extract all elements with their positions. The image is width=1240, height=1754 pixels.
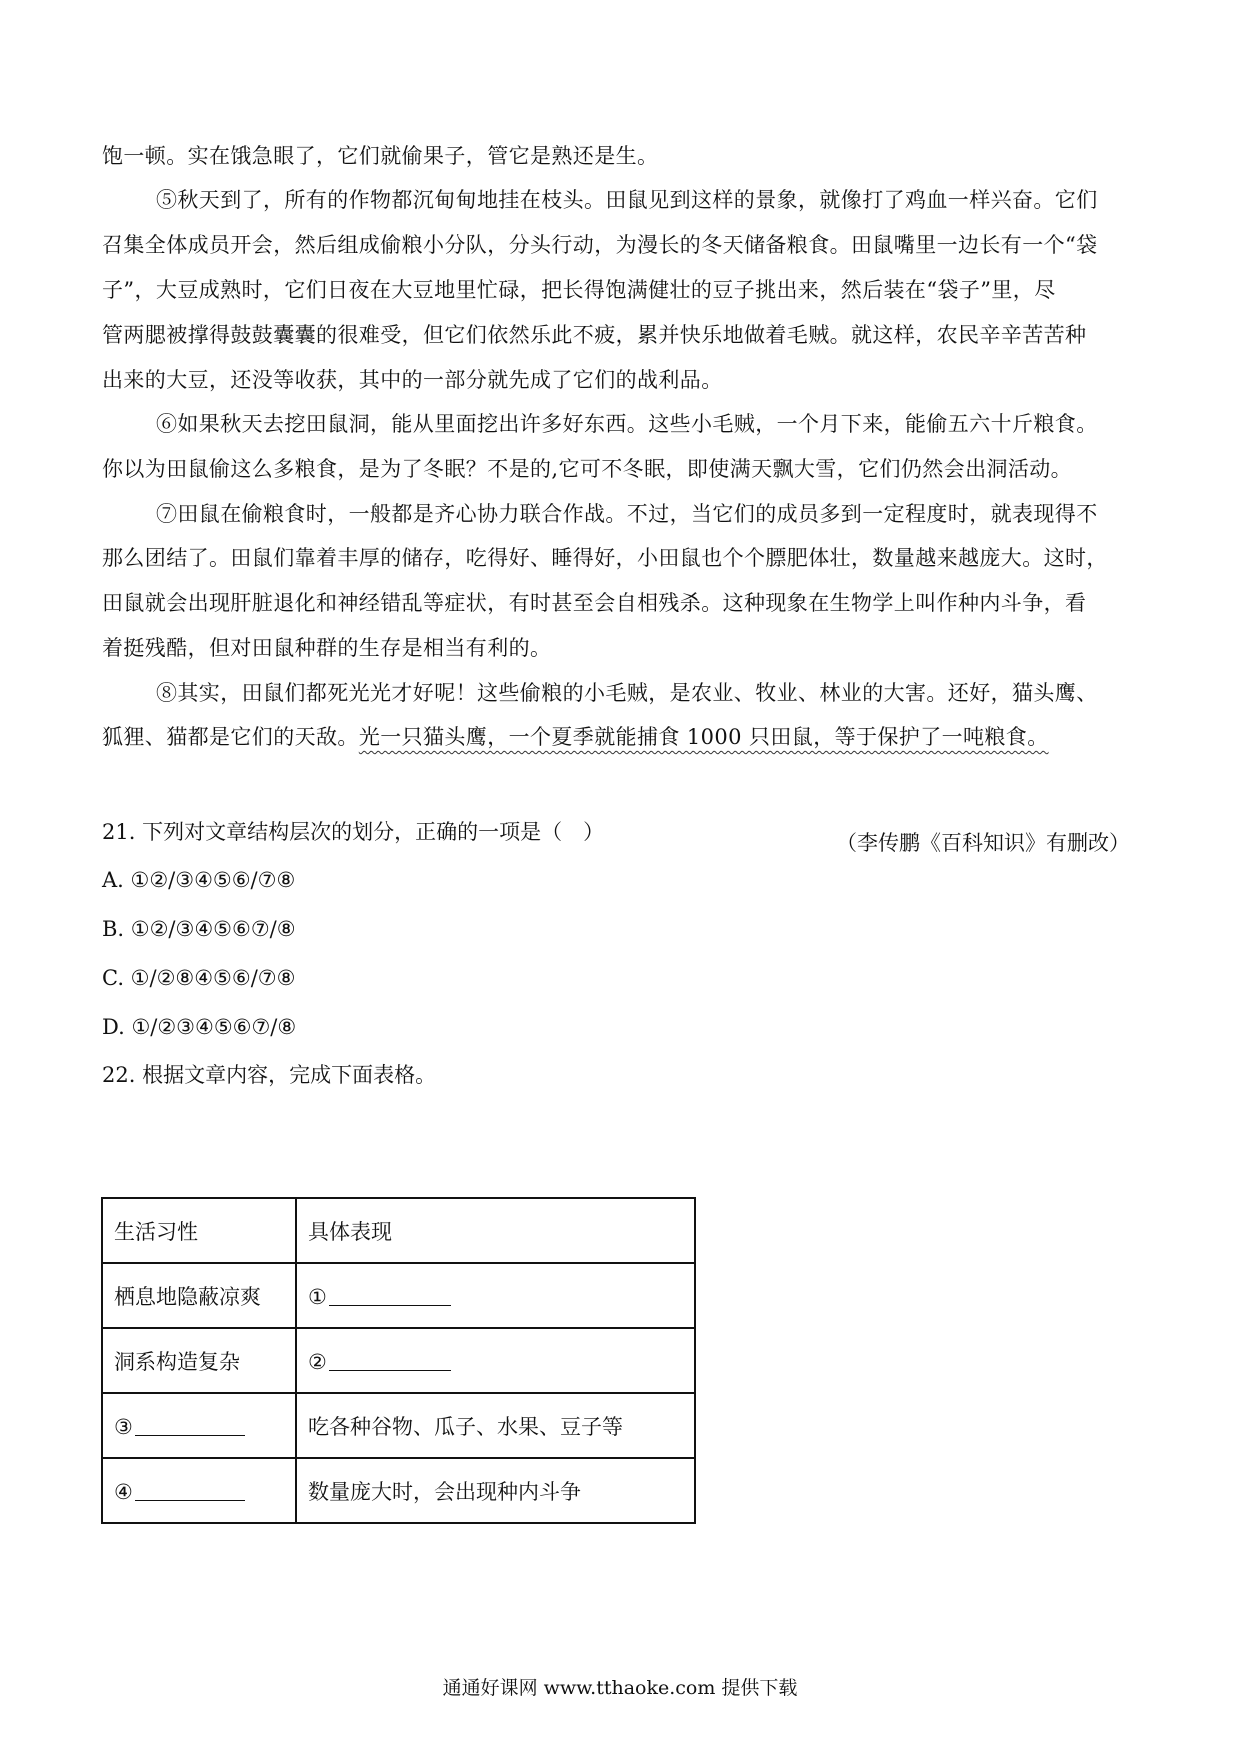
blank-number: ② [308, 1349, 327, 1374]
table-cell: 栖息地隐蔽凉爽 [102, 1263, 296, 1328]
blank-number: ① [308, 1284, 327, 1309]
passage-text: 狐狸、猫都是它们的天敌。 [102, 725, 359, 749]
passage-last-line [102, 722, 1132, 752]
passage-line: 召集全体成员开会，然后组成偷粮小分队，分头行动，为漫长的冬天储备粮食。田鼠嘴里一边长有一个“袋 [102, 233, 1098, 257]
passage-line: 田鼠就会出现肝脏退化和神经错乱等症状，有时甚至会自相残杀。这种现象在生物学上叫作种内斗争，看 [102, 591, 1087, 615]
passage-line: 你以为田鼠偷这么多粮食，是为了冬眠？不是的,它可不冬眠，即使满天飘大雪，它们仍然会出洞活动。 [102, 457, 1073, 481]
table-cell: 洞系构造复杂 [102, 1328, 296, 1393]
underlined-sentence: 光一只猫头鹰，一个夏季就能捕食 1000 只田鼠，等于保护了一吨粮食。 [358, 725, 1049, 749]
question-21-option-d: D. ①/②③④⑤⑥⑦/⑧ [102, 1015, 297, 1039]
table-header-cell: 具体表现 [296, 1198, 695, 1263]
table-row [102, 1458, 695, 1523]
table-cell-blank[interactable] [296, 1263, 695, 1328]
paragraph-8-line: ⑧其实，田鼠们都死光光才好呢！这些偷粮的小毛贼，是农业、牧业、林业的大害。还好，猫头鹰、 [156, 681, 1098, 705]
paragraph-6-line: ⑥如果秋天去挖田鼠洞，能从里面挖出许多好东西。这些小毛贼，一个月下来，能偷五六十斤粮食。 [156, 412, 1098, 436]
table-header-cell: 生活习性 [102, 1198, 296, 1263]
question-21-stem: 21. 下列对文章结构层次的划分，正确的一项是（ ） [102, 820, 605, 844]
question-21-option-a: A. ①②/③④⑤⑥/⑦⑧ [102, 868, 296, 892]
source-citation: （李传鹏《百科知识》有删改） [836, 831, 1130, 855]
table-cell-blank[interactable] [102, 1393, 296, 1458]
table-header-row [102, 1198, 695, 1263]
paragraph-7-line: ⑦田鼠在偷粮食时，一般都是齐心协力联合作战。不过，当它们的成员多到一定程度时，就表现得不 [156, 502, 1098, 526]
table-row [102, 1328, 695, 1393]
table-row [102, 1393, 695, 1458]
question-21-option-b: B. ①②/③④⑤⑥⑦/⑧ [102, 917, 296, 941]
table-cell-blank[interactable] [296, 1328, 695, 1393]
table-cell: 吃各种谷物、瓜子、水果、豆子等 [296, 1393, 695, 1458]
question-21-option-c: C. ①/②⑧④⑤⑥/⑦⑧ [102, 966, 296, 990]
answer-blank[interactable] [135, 1478, 245, 1501]
table-cell: 数量庞大时，会出现种内斗争 [296, 1458, 695, 1523]
paragraph-5-line: ⑤秋天到了，所有的作物都沉甸甸地挂在枝头。田鼠见到这样的景象，就像打了鸡血一样兴奋。它们 [156, 188, 1098, 212]
blank-number: ④ [114, 1479, 133, 1504]
passage-line: 着挺残酷，但对田鼠种群的生存是相当有利的。 [102, 636, 552, 660]
passage-line: 子”，大豆成熟时，它们日夜在大豆地里忙碌，把长得饱满健壮的豆子挑出来，然后装在“袋子”里，尽 [102, 278, 1056, 302]
answer-blank[interactable] [135, 1413, 245, 1436]
answer-blank[interactable] [329, 1283, 451, 1306]
table-cell-blank[interactable] [102, 1458, 296, 1523]
passage-line: 那么团结了。田鼠们靠着丰厚的储存，吃得好、睡得好，小田鼠也个个膘肥体壮，数量越来越庞大。这时， [102, 546, 1108, 570]
blank-number: ③ [114, 1414, 133, 1439]
page-footer: 通通好课网 www.tthaoke.com 提供下载 [442, 1677, 798, 1699]
passage-line: 饱一顿。实在饿急眼了，它们就偷果子，管它是熟还是生。 [102, 144, 659, 168]
answer-blank[interactable] [329, 1348, 451, 1371]
question-22-stem: 22. 根据文章内容，完成下面表格。 [102, 1063, 437, 1087]
passage-line: 出来的大豆，还没等收获，其中的一部分就先成了它们的战利品。 [102, 368, 723, 392]
habits-table [101, 1197, 696, 1524]
table-row [102, 1263, 695, 1328]
passage-line: 管两腮被撑得鼓鼓囊囊的很难受，但它们依然乐此不疲，累并快乐地做着毛贼。就这样，农民辛辛苦苦种 [102, 323, 1087, 347]
